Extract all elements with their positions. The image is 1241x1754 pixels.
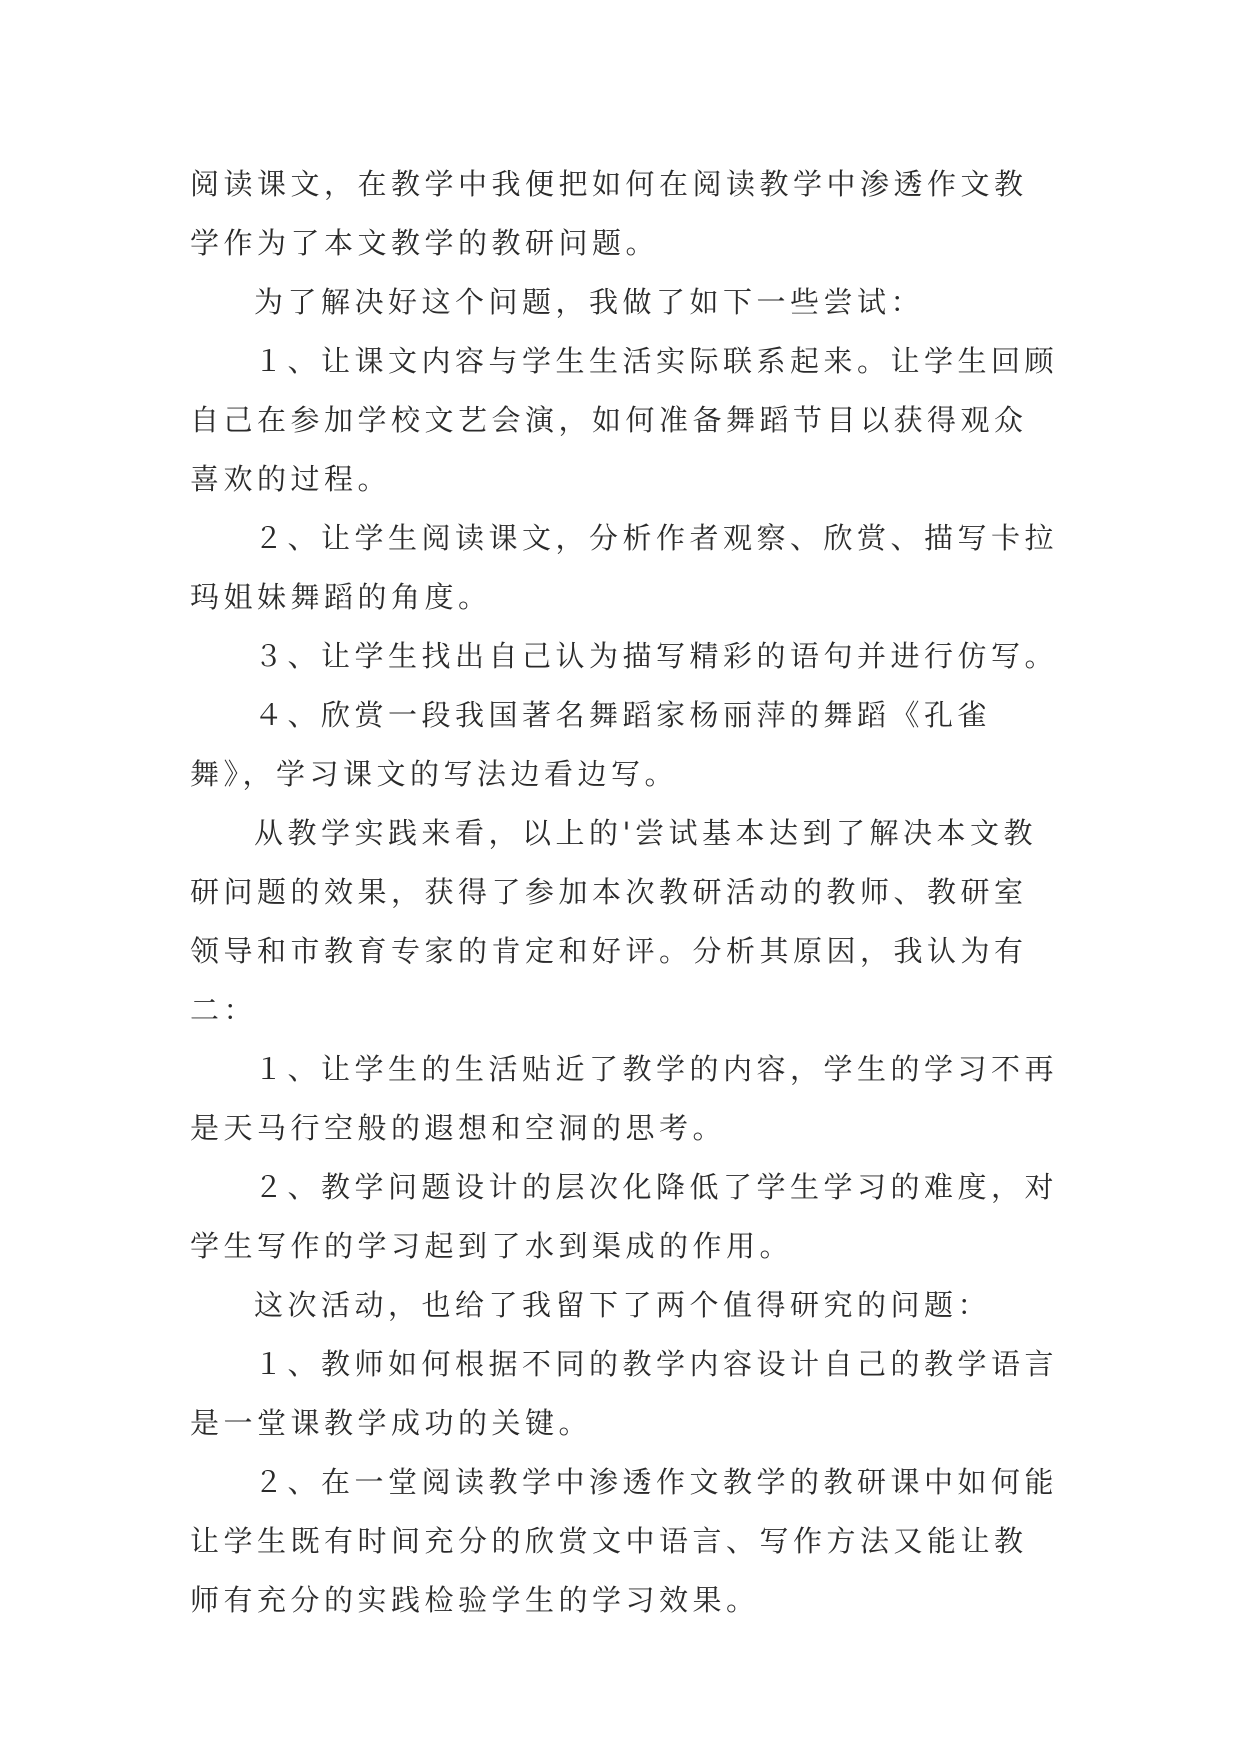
paragraph-3: １、让课文内容与学生生活实际联系起来。让学生回顾自己在参加学校文艺会演，如何准备舞蹈节目以获得观众喜欢的过程。 — [190, 344, 1059, 496]
paragraph-10: 这次活动，也给了我留下了两个值得研究的问题： — [254, 1288, 992, 1322]
document-body — [190, 155, 1060, 1630]
paragraph-12: ２、在一堂阅读教学中渗透作文教学的教研课中如何能让学生既有时间充分的欣赏文中语言、写作方法又能让教师有充分的实践检验学生的学习效果。 — [190, 1465, 1059, 1617]
paragraph-1: 阅读课文，在教学中我便把如何在阅读教学中渗透作文教学作为了本文教学的教研问题。 — [190, 167, 1028, 260]
paragraph-9: ２、教学问题设计的层次化降低了学生学习的难度，对学生写作的学习起到了水到渠成的作用。 — [190, 1170, 1059, 1263]
paragraph-6: ４、欣赏一段我国著名舞蹈家杨丽萍的舞蹈《孔雀舞》，学习课文的写法边看边写。 — [190, 698, 992, 791]
paragraph-2: 为了解决好这个问题，我做了如下一些尝试： — [254, 285, 925, 319]
paragraph-7: 从教学实践来看，以上的'尝试基本达到了解决本文教研问题的效果，获得了参加本次教研活动的教师、教研室领导和市教育专家的肯定和好评。分析其原因，我认为有二： — [190, 816, 1037, 1027]
paragraph-5: ３、让学生找出自己认为描写精彩的语句并进行仿写。 — [254, 639, 1059, 673]
paragraph-11: １、教师如何根据不同的教学内容设计自己的教学语言是一堂课教学成功的关键。 — [190, 1347, 1059, 1440]
paragraph-8: １、让学生的生活贴近了教学的内容，学生的学习不再是天马行空般的遐想和空洞的思考。 — [190, 1052, 1059, 1145]
paragraph-4: ２、让学生阅读课文，分析作者观察、欣赏、描写卡拉玛姐妹舞蹈的角度。 — [190, 521, 1059, 614]
